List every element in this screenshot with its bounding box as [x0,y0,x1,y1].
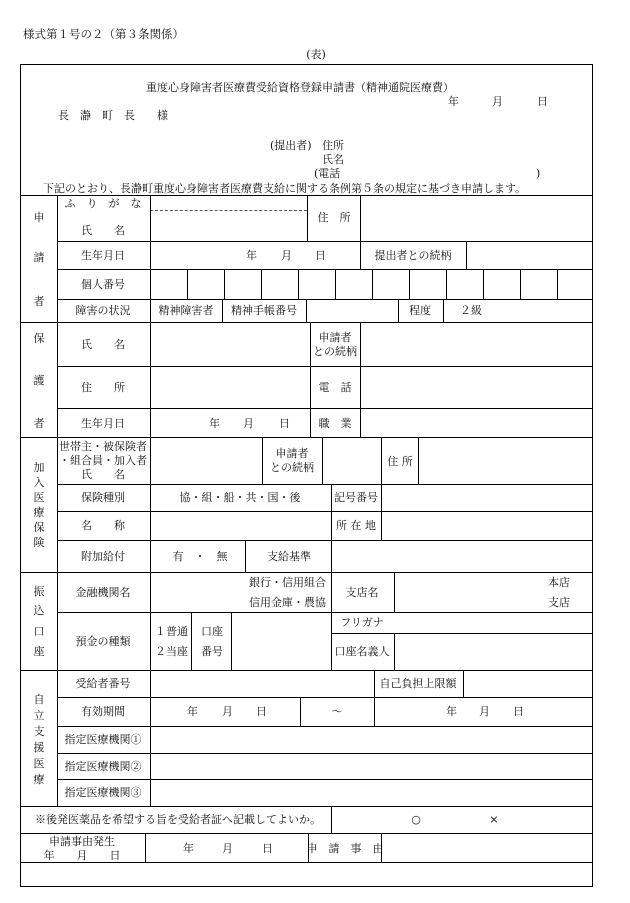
bank-furigana-label: フリガナ [340,616,384,629]
rule [374,670,375,697]
bank-head-office: 本店 [548,576,570,589]
digit-rule [483,269,484,299]
submitter-label: (提出者) [270,139,312,152]
guardian-section-char: 護 [33,374,45,387]
bank-institution-line2: 信用金庫・農協 [249,596,326,609]
rule [57,511,593,512]
bank-ordinary-option: １普通 [155,625,188,638]
digit-rule [409,269,410,299]
rule [331,572,332,670]
rule [191,612,192,670]
header-month: 月 [492,95,503,108]
rule [57,540,593,541]
support-limit-label: 自己負担上限額 [379,677,457,690]
digit-rule [372,269,373,299]
rule [150,322,151,437]
support-recipient-no-label: 受給者番号 [75,677,131,690]
guardian-occupation-label: 職 業 [318,417,352,430]
support-section-char: 療 [33,773,45,786]
digit-rule [557,269,558,299]
support-section-char: 医 [33,757,45,770]
bank-current-option: ２当座 [155,645,188,658]
insurance-benefit-label: 支給基準 [267,550,311,563]
guardian-name-label: 氏 名 [81,338,125,351]
rule [57,241,593,242]
rule [57,195,58,806]
rule [57,753,593,754]
bank-account-line1: 口座 [201,625,223,638]
reason-year: 年 [183,842,194,855]
insurance-section-char: 加 [33,461,45,474]
reason-day: 日 [262,842,273,855]
insurance-symbol-label: 記号番号 [334,491,378,504]
applicant-dob-label: 生年月日 [81,249,125,262]
submitter-address-label: 住所 [322,139,344,152]
bank-section-char: 振 [33,585,45,598]
bank-account-holder-label: 口座名義人 [334,645,390,658]
rule [20,862,593,863]
insurance-additional-label: 附加給付 [81,550,125,563]
rule [231,612,232,670]
support-section-char: 援 [33,741,45,754]
insurance-additional-options: 有 ・ 無 [172,550,228,563]
rule [20,437,593,438]
reason-label: 申 請 事 由 [306,842,384,855]
rule [310,322,311,437]
bank-branch-label: 支店名 [345,586,379,599]
applicant-section-char: 申 [33,211,45,224]
applicant-my-number-label: 個人番号 [81,278,125,291]
insurance-holder-line1: 世帯主・被保険者 [59,440,147,453]
form-title: 重度心身障害者医療費受給資格登録申請書（精神通院医療費） [146,81,454,94]
rule [374,697,375,726]
support-section-char: 支 [33,725,45,738]
support-institution-1-label: 指定医療機関① [64,733,142,746]
rule [463,670,464,697]
insurance-section-char: 入 [33,476,45,489]
submitter-phone-label: (電話 [314,167,341,180]
applicant-dob-month: 月 [281,249,292,262]
support-validity-start-month: 月 [222,705,233,718]
applicant-name-label: 氏 名 [81,224,125,237]
rule [262,437,263,484]
guardian-relation-line2: との続柄 [313,345,357,358]
submitter-phone-close: ) [536,167,541,180]
bank-institution-label: 金融機関名 [75,586,131,599]
side-label: (表) [306,48,326,61]
rule [394,633,395,670]
rule [57,269,593,270]
rule [150,572,151,670]
support-institution-3-label: 指定医療機関③ [64,786,142,799]
header-day: 日 [537,95,548,108]
support-validity-end-day: 日 [513,705,524,718]
guardian-dob-year: 年 [209,417,220,430]
rule [381,437,382,484]
support-validity-label: 有効期間 [81,705,125,718]
rule [418,437,419,484]
support-section-char: 立 [33,709,45,722]
insurance-holder-line2: ・組合員・加入者 [59,454,147,467]
applicant-furigana-label: ふ り が な [64,197,142,210]
guardian-relation-line1: 申請者 [318,331,352,344]
rule [322,437,323,484]
insurance-section-char: 険 [33,536,45,549]
rule [20,833,593,834]
rule [57,408,593,409]
guardian-dob-month: 月 [243,417,254,430]
rule [57,299,593,300]
rule [300,697,301,726]
reason-occurrence-line1: 申請事由発生 [49,835,115,848]
addressee: 長 瀞 町 長 様 [58,109,168,122]
rule [360,241,361,269]
rule [394,572,395,612]
applicant-dob-day: 日 [315,249,326,262]
insurance-holder-line3: 氏 名 [81,468,125,481]
rule [222,299,223,322]
digit-rule [187,269,188,299]
guardian-dob-label: 生年月日 [81,417,125,430]
submitter-name-label: 氏名 [322,153,344,166]
support-validity-tilde: ～ [331,705,343,718]
rule [57,612,593,613]
rule [150,195,151,322]
generic-yes-option: ○ [411,813,421,826]
rule [245,540,246,572]
reason-occurrence-line2: 年 月 日 [43,849,121,862]
rule [20,322,593,323]
rule [306,299,307,322]
guardian-section-char: 者 [33,417,45,430]
rule [331,633,593,634]
rule [331,540,332,572]
rule [20,670,593,671]
bank-section-char: 口 [33,625,45,638]
applicant-handbook-label: 精神手帳番号 [231,304,297,317]
digit-rule [224,269,225,299]
form-id: 様式第１号の２（第３条関係） [23,27,184,41]
header-year: 年 [448,95,459,108]
applicant-degree-label: 程度 [409,304,431,317]
rule [57,484,593,485]
applicant-disability-status-label: 障害の状況 [75,304,131,317]
insurance-section-char: 保 [33,521,45,534]
rule [360,322,361,437]
rule [20,806,593,807]
rule [466,241,467,269]
generic-no-option: × [489,813,499,826]
insurance-location-label: 所 在 地 [336,519,376,532]
digit-rule [520,269,521,299]
insurance-section-char: 療 [33,506,45,519]
insurance-section-char: 医 [33,491,45,504]
bank-deposit-type-label: 預金の種類 [75,635,131,648]
support-institution-2-label: 指定医療機関② [64,760,142,773]
rule [381,484,382,540]
rule [150,437,151,572]
digit-rule [446,269,447,299]
guardian-phone-label: 電 話 [318,381,352,394]
guardian-section-char: 保 [33,332,45,345]
insurance-type-label: 保険種別 [81,491,125,504]
bank-section-char: 込 [33,604,45,617]
declaration-text: 下記のとおり、長瀞町重度心身障害者医療費支給に関する条例第５条の規定に基づき申請します。 [43,182,527,195]
insurance-relation-line2: との続柄 [270,461,314,474]
rule [307,195,308,241]
support-validity-start-day: 日 [256,705,267,718]
support-validity-end-year: 年 [446,705,457,718]
rule [331,806,332,833]
rule [443,299,444,322]
applicant-relation-label: 提出者との続柄 [374,249,452,262]
reason-month: 月 [222,842,233,855]
guardian-dob-day: 日 [279,417,290,430]
digit-rule [335,269,336,299]
rule [360,195,361,241]
rule [57,366,593,367]
rule [20,572,593,573]
rule [331,484,332,540]
generic-drug-question: ※後発医薬品を希望する旨を受給者証へ記載してよいか。 [35,813,321,826]
bank-section-char: 座 [33,645,45,658]
rule [145,833,146,862]
rule [57,726,593,727]
applicant-section-char: 請 [33,251,45,264]
bank-account-line2: 番号 [201,645,223,658]
digit-rule [298,269,299,299]
support-validity-start-year: 年 [187,705,198,718]
rule [57,779,593,780]
support-validity-end-month: 月 [479,705,490,718]
insurance-name-label: 名 称 [81,519,125,532]
guardian-address-label: 住 所 [81,381,125,394]
rule [150,670,151,806]
bank-branch-office: 支店 [548,596,570,609]
applicant-grade: ２級 [460,304,482,317]
insurance-relation-line1: 申請者 [275,447,309,460]
support-section-char: 自 [33,693,45,706]
applicant-disability-type: 精神障害者 [158,304,214,317]
furigana-dash [150,210,307,211]
applicant-section-char: 者 [33,295,45,308]
applicant-dob-year: 年 [246,249,257,262]
applicant-address-label: 住 所 [317,211,351,224]
insurance-address-label: 住 所 [387,455,413,468]
bank-institution-line1: 銀行・信用組合 [249,576,326,589]
insurance-type-options: 協・組・船・共・国・後 [179,491,301,504]
rule [57,697,593,698]
rule [398,299,399,322]
digit-rule [261,269,262,299]
